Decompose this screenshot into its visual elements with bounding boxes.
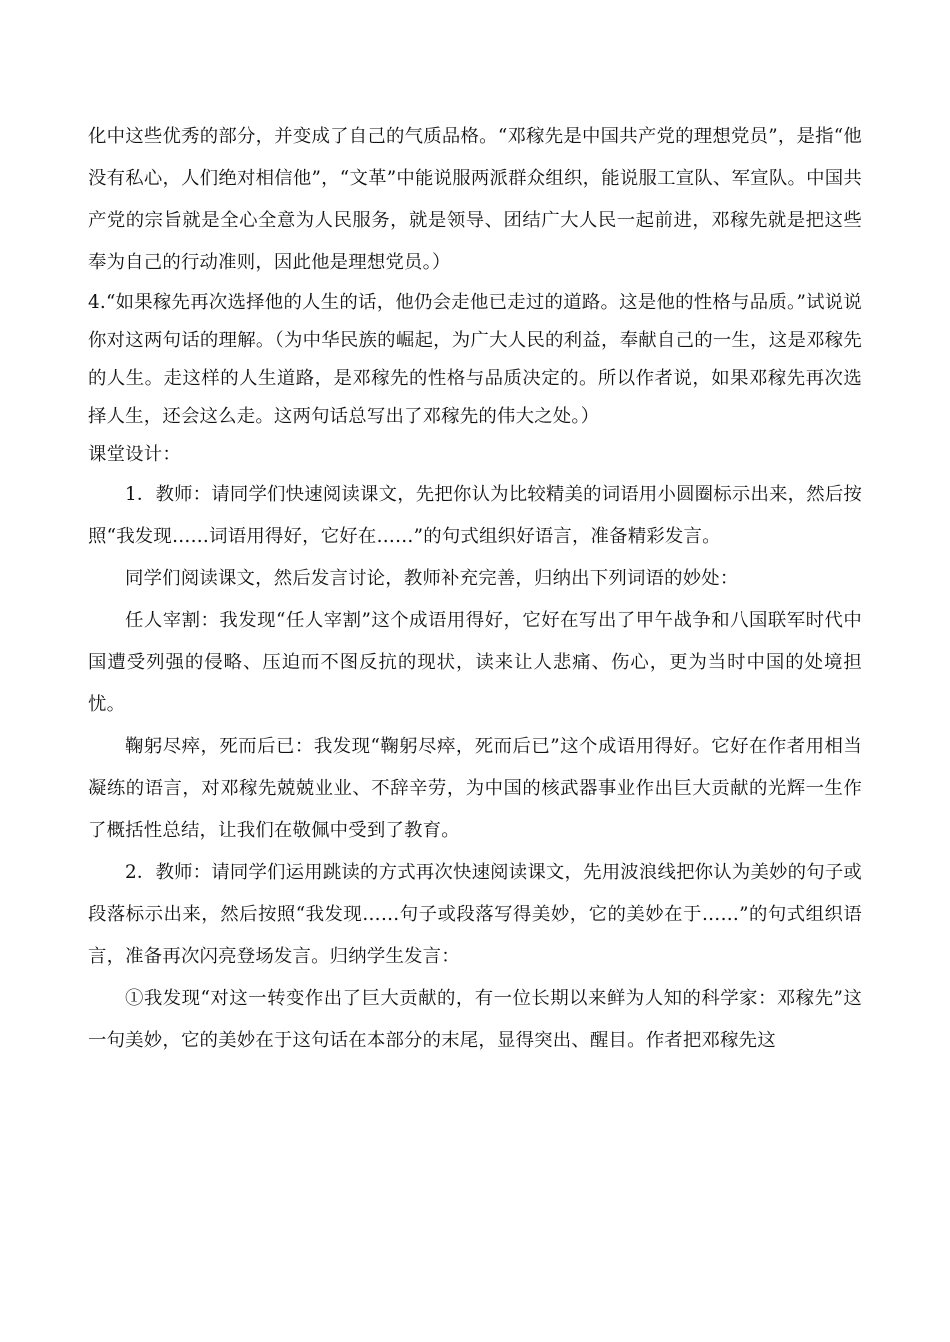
section-heading-classroom-design: 课堂设计：: [88, 444, 181, 465]
paragraph-question-4: 4.“如果稼先再次选择他的人生的话，他仍会走他已走过的道路。这是他的性格与品质。”试说说你对这两句话的理解。（为中华民族的崛起，为广大人民的利益，奉献自己的一生，这是邓稼先的人生。走这样的人生道路，是邓稼先的性格与品质决定的。所以作者说，如果邓稼先再次选择人生，还会这么走。这两句话总写出了邓稼先的伟大之处。）: [88, 292, 862, 427]
paragraph-teacher-step-1: 1．教师：请同学们快速阅读课文，先把你认为比较精美的词语用小圆圈标示出来，然后按照“我发现……词语用得好，它好在……”的句式组织好语言，准备精彩发言。: [88, 484, 862, 547]
document-body: [88, 116, 862, 1062]
paragraph-word-ju-gong-jin-cui: 鞠躬尽瘁，死而后已：我发现“鞠躬尽瘁，死而后已”这个成语用得好。它好在作者用相当凝练的语言，对邓稼先兢兢业业、不辞辛劳，为中国的核武器事业作出巨大贡献的光辉一生作了概括性总结，让我们在敬佩中受到了教育。: [88, 736, 862, 841]
paragraph-student-discussion: 同学们阅读课文，然后发言讨论，教师补充完善，归纳出下列词语的妙处：: [125, 568, 739, 589]
paragraph-teacher-step-2: 2．教师：请同学们运用跳读的方式再次快速阅读课文，先用波浪线把你认为美妙的句子或段落标示出来，然后按照“我发现……句子或段落写得美妙，它的美妙在于……”的句式组织语言，准备再次闪亮登场发言。归纳学生发言：: [88, 862, 862, 967]
paragraph-1: 化中这些优秀的部分，并变成了自己的气质品格。“邓稼先是中国共产党的理想党员”，是指“他没有私心，人们绝对相信他”，“文革”中能说服两派群众组织，能说服工宣队、军宣队。中国共产党的宗旨就是全心全意为人民服务，就是领导、团结广大人民一起前进，邓稼先就是把这些奉为自己的行动准则，因此他是理想党员。）: [88, 126, 862, 273]
paragraph-sentence-analysis-1: ①我发现“对这一转变作出了巨大贡献的，有一位长期以来鲜为人知的科学家：邓稼先”这一句美妙，它的美妙在于这句话在本部分的末尾，显得突出、醒目。作者把邓稼先这: [88, 988, 862, 1051]
paragraph-word-ren-ren-zai-ge: 任人宰割：我发现“任人宰割”这个成语用得好，它好在写出了甲午战争和八国联军时代中国遭受列强的侵略、压迫而不图反抗的现状，读来让人悲痛、伤心，更为当时中国的处境担忧。: [88, 610, 862, 715]
